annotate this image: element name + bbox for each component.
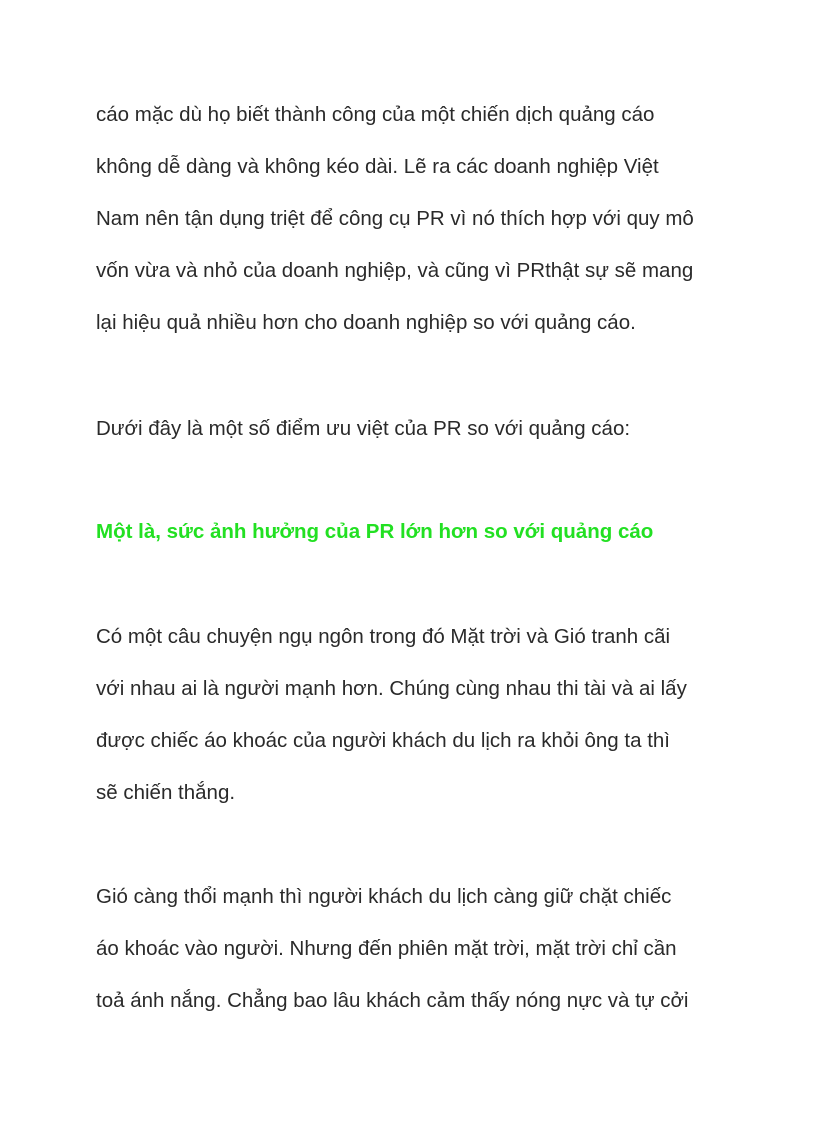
paragraph-3-line-2: với nhau ai là người mạnh hơn. Chúng cùng nhau thi tài và ai lấy [96,677,687,700]
paragraph-4-line-1: Gió càng thổi mạnh thì người khách du lịch càng giữ chặt chiếc [96,885,672,908]
section-heading: Một là, sức ảnh hưởng của PR lớn hơn so với quảng cáo [96,520,654,543]
paragraph-1-line-5: lại hiệu quả nhiều hơn cho doanh nghiệp so với quảng cáo. [96,311,636,334]
paragraph-3-line-3: được chiếc áo khoác của người khách du lịch ra khỏi ông ta thì [96,729,670,752]
paragraph-1-line-1: cáo mặc dù họ biết thành công của một chiến dịch quảng cáo [96,103,655,126]
paragraph-3-line-1: Có một câu chuyện ngụ ngôn trong đó Mặt trời và Gió tranh cãi [96,625,671,648]
paragraph-1-line-2: không dễ dàng và không kéo dài. Lẽ ra các doanh nghiệp Việt [96,155,659,178]
paragraph-4-line-2: áo khoác vào người. Nhưng đến phiên mặt trời, mặt trời chỉ cần [96,937,677,960]
paragraph-1-line-4: vốn vừa và nhỏ của doanh nghiệp, và cũng vì PRthật sự sẽ mang [96,259,694,282]
paragraph-4-line-3: toả ánh nắng. Chẳng bao lâu khách cảm thấy nóng nực và tự cởi [96,989,689,1012]
paragraph-1-line-3: Nam nên tận dụng triệt để công cụ PR vì nó thích hợp với quy mô [96,207,694,230]
paragraph-3-line-4: sẽ chiến thắng. [96,781,236,804]
paragraph-2-line-1: Dưới đây là một số điểm ưu việt của PR so với quảng cáo: [96,417,631,440]
